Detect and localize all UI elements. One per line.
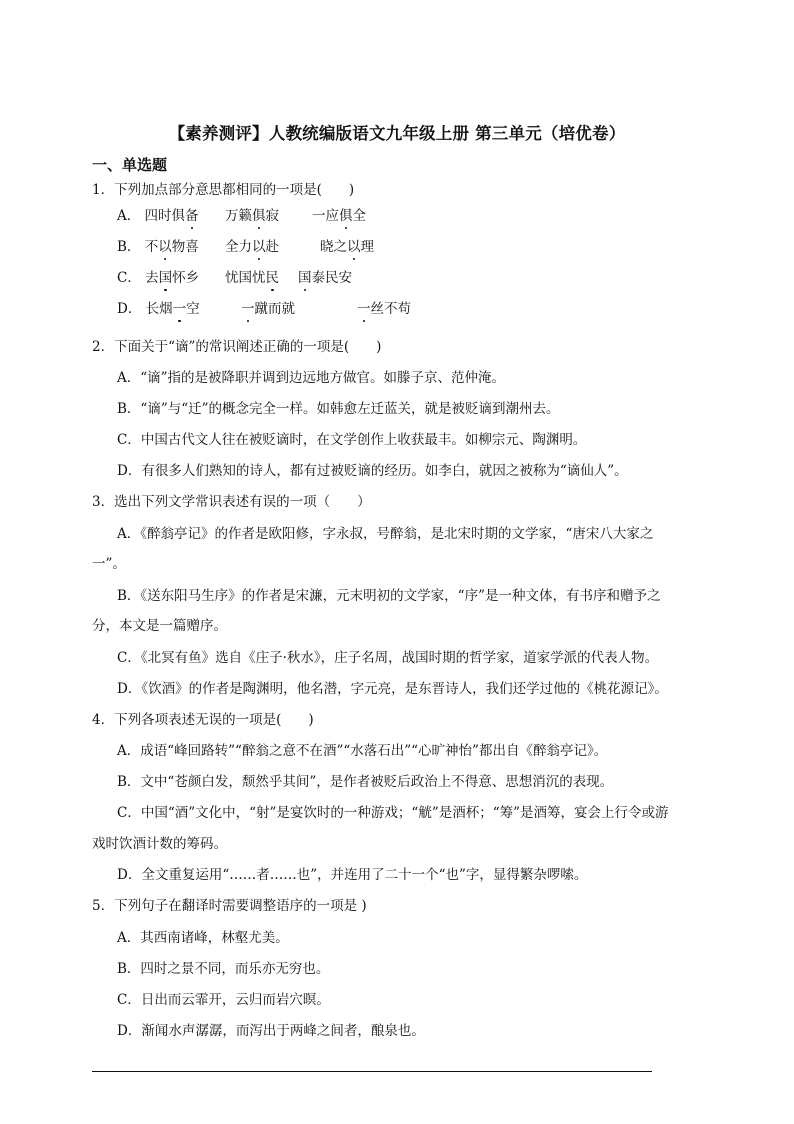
question-3-option-d: D．《饮酒》的作者是陶渊明，他名潜，字元亮，是东晋诗人，我们还学过他的《桃花源记》。 bbox=[117, 681, 668, 697]
question-5-option-a: A．其西南诸峰，林壑尤美。 bbox=[117, 930, 289, 946]
emphasis-dot-char: 国 bbox=[158, 270, 173, 286]
option-a-word-3: 一应俱全 bbox=[312, 208, 366, 224]
option-b-word-2: 全力以赴 bbox=[225, 239, 279, 255]
question-4-option-d: D．全文重复运用“……者……也”，并连用了二十一个“也”字，显得繁杂啰嗦。 bbox=[117, 867, 588, 883]
emphasis-dot-char: 俱 bbox=[339, 208, 353, 224]
option-b-word-1: 不以物喜 bbox=[144, 239, 199, 255]
question-2-option-a: A．“谪”指的是被降职并调到边远地方做官。如滕子京、范仲淹。 bbox=[117, 370, 506, 386]
question-1-option-b bbox=[117, 238, 374, 256]
option-a-word-2: 万籁俱寂 bbox=[225, 208, 279, 224]
page-footer-rule bbox=[92, 1071, 652, 1072]
question-3-option-b: B．《送东阳马生序》的作者是宋濂，元末明初的文学家，“序”是一种文体，有书序和赠予之 bbox=[117, 588, 661, 604]
option-d-word-3: 一丝不苟 bbox=[357, 301, 411, 317]
question-3-option-b-cont: 分，本文是一篇赠序。 bbox=[92, 618, 227, 634]
question-5-stem: 5．下列句子在翻译时需要调整语序的一项是 ) bbox=[92, 898, 367, 914]
page-title: 【素养测评】人教统编版语文九年级上册 第三单元（培优卷） bbox=[168, 124, 626, 143]
question-4-option-c: C．中国“酒”文化中，“射”是宴饮时的一种游戏；“觥”是酒杯；“筹”是酒筹，宴会上行令或游 bbox=[117, 805, 669, 821]
option-b-word-3: 晓之以理 bbox=[320, 239, 374, 255]
question-3-option-a-cont: 一”。 bbox=[92, 556, 126, 572]
emphasis-dot-char: 一 bbox=[172, 301, 187, 317]
question-4-option-c-cont: 戏时饮酒计数的筹码。 bbox=[92, 836, 227, 852]
question-5-option-b: B．四时之景不同，而乐亦无穷也。 bbox=[117, 961, 330, 977]
emphasis-dot-char: 一 bbox=[357, 301, 371, 317]
emphasis-dot-char: 国 bbox=[298, 270, 312, 286]
emphasis-dot-char: 以 bbox=[347, 239, 361, 255]
option-a-word-1: 四时俱备 bbox=[144, 208, 199, 224]
option-c-word-3: 国泰民安 bbox=[298, 270, 352, 286]
question-1-option-d bbox=[117, 300, 411, 318]
option-c-word-2: 忧国忧民 bbox=[225, 270, 279, 286]
question-2-stem: 2．下面关于“谪”的常识阐述正确的一项是( ) bbox=[92, 339, 382, 355]
emphasis-dot-char: 俱 bbox=[252, 208, 266, 224]
option-label: C． bbox=[117, 270, 141, 286]
question-4-stem: 4．下列各项表述无误的一项是( ) bbox=[92, 712, 314, 728]
option-c-word-1: 去国怀乡 bbox=[145, 270, 200, 286]
option-label: D． bbox=[117, 301, 142, 317]
question-5-option-d: D．渐闻水声潺潺，而泻出于两峰之间者，酿泉也。 bbox=[117, 1023, 425, 1039]
emphasis-dot-char: 以 bbox=[252, 239, 266, 255]
emphasis-dot-char: 民 bbox=[265, 270, 279, 286]
emphasis-dot-char: 一 bbox=[241, 301, 255, 317]
question-2-option-d: D．有很多人们熟知的诗人，都有过被贬谪的经历。如李白，就因之被称为“谪仙人”。 bbox=[117, 463, 628, 479]
question-2-option-c: C．中国古代文人往在被贬谪时，在文学创作上收获最丰。如柳宗元、陶渊明。 bbox=[117, 432, 587, 448]
option-d-word-2: 一蹴而就 bbox=[241, 301, 295, 317]
question-3-option-a: A．《醉翁亭记》的作者是欧阳修，字永叔，号醉翁，是北宋时期的文学家，“唐宋八大家之 bbox=[117, 526, 654, 542]
emphasis-dot-char: 以 bbox=[158, 239, 172, 255]
option-d-word-1: 长烟一空 bbox=[145, 301, 200, 317]
question-1-option-a bbox=[117, 207, 366, 225]
question-3-option-c: C．《北冥有鱼》选自《庄子·秋水》，庄子名周，战国时期的哲学家，道家学派的代表人物。 bbox=[117, 650, 659, 666]
section-heading: 一、单选题 bbox=[92, 156, 168, 174]
emphasis-dot-char: 备 bbox=[185, 208, 199, 224]
option-label: A． bbox=[117, 208, 141, 224]
option-label: B． bbox=[117, 239, 141, 255]
question-1-option-c bbox=[117, 269, 352, 287]
question-1-stem: 1．下列加点部分意思都相同的一项是( ) bbox=[92, 182, 355, 198]
question-3-stem: 3．选出下列文学常识表述有误的一项（ ） bbox=[92, 494, 371, 510]
question-2-option-b: B．“谪”与“迁”的概念完全一样。如韩愈左迁蓝关，就是被贬谪到潮州去。 bbox=[117, 401, 560, 417]
question-5-option-c: C．日出而云霏开，云归而岩穴暝。 bbox=[117, 992, 330, 1008]
question-4-option-b: B．文中“苍颜白发，颓然乎其间”，是作者被贬后政治上不得意、思想消沉的表现。 bbox=[117, 774, 614, 790]
question-4-option-a: A．成语“峰回路转”“醉翁之意不在酒”“水落石出”“心旷神怡”都出自《醉翁亭记》。 bbox=[117, 743, 608, 759]
